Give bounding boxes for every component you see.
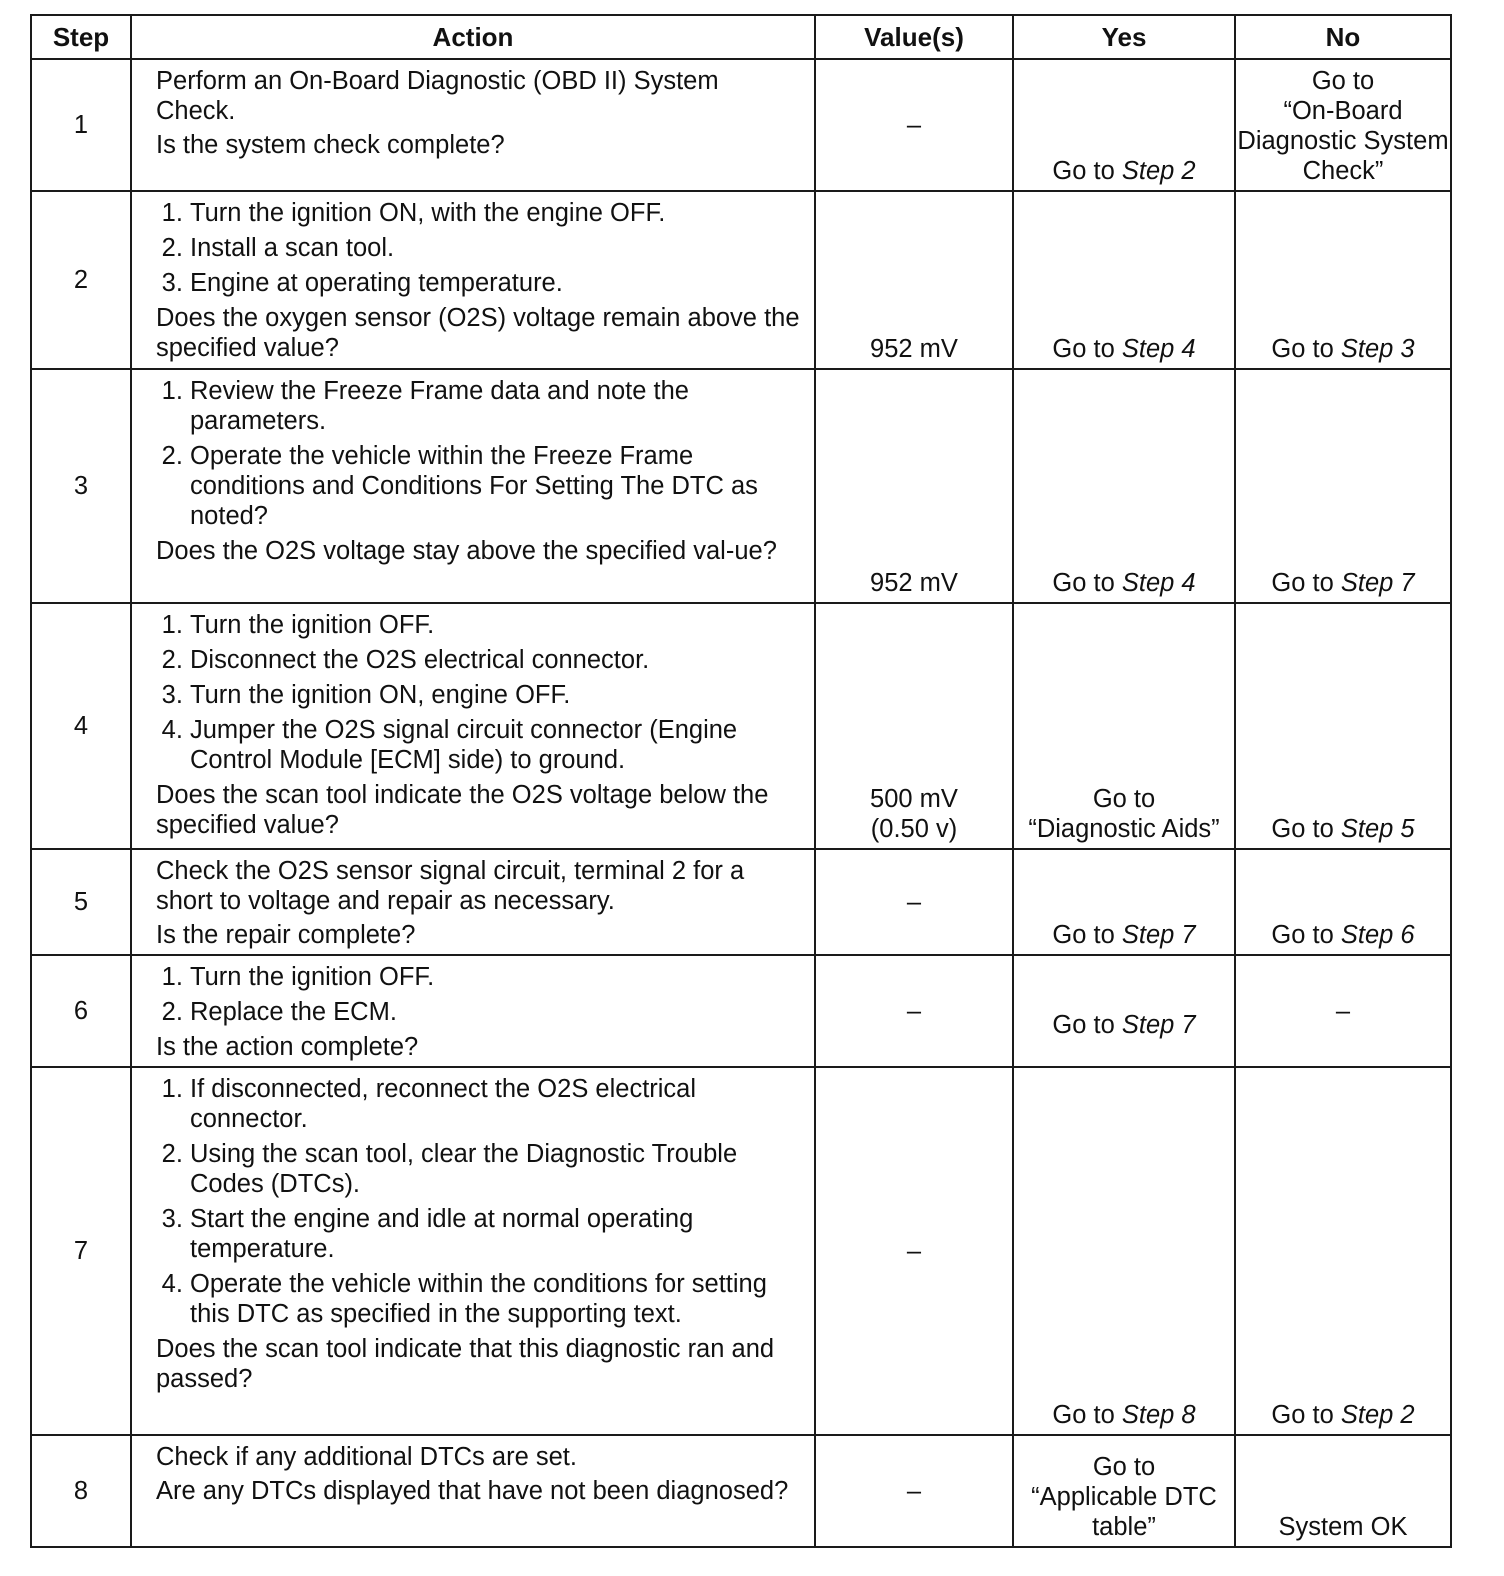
table-row bbox=[31, 369, 1451, 603]
action-question: Does the oxygen sensor (O2S) voltage remain above the specified value? bbox=[156, 304, 800, 362]
header-row bbox=[31, 15, 1451, 59]
table-row bbox=[31, 955, 1451, 1067]
action-question: Is the system check complete? bbox=[156, 131, 505, 159]
no-cell bbox=[1235, 1067, 1451, 1435]
header-yes: Yes bbox=[1013, 15, 1235, 59]
header-step: Step bbox=[31, 15, 131, 59]
table-row bbox=[31, 1435, 1451, 1547]
value-line1: 500 mV bbox=[870, 785, 958, 813]
action-cell bbox=[131, 369, 815, 603]
header-values: Value(s) bbox=[815, 15, 1013, 59]
yes-cell bbox=[1013, 191, 1235, 369]
action-steps bbox=[156, 962, 804, 1027]
no-step-ref: Step 7 bbox=[1340, 569, 1415, 597]
step-number: 2 bbox=[31, 191, 131, 369]
header-no: No bbox=[1235, 15, 1451, 59]
yes-step-ref: Step 7 bbox=[1121, 1011, 1196, 1039]
action-steps bbox=[156, 198, 804, 298]
action-question: Does the scan tool indicate that this diagnostic ran and passed? bbox=[156, 1335, 775, 1393]
header-action: Action bbox=[131, 15, 815, 59]
yes-cell bbox=[1013, 849, 1235, 955]
action-text: Check the O2S sensor signal circuit, terminal 2 for a short to voltage and repair as necessary. bbox=[156, 857, 745, 915]
action-step: 2. Operate the vehicle within the Freeze Frame conditions and Conditions For Setting The DTC as noted? bbox=[190, 441, 804, 531]
yes-step-ref: Step 8 bbox=[1121, 1401, 1196, 1429]
action-cell bbox=[131, 849, 815, 955]
action-step: 4. Jumper the O2S signal circuit connector (Engine Control Module [ECM] side) to ground. bbox=[190, 715, 804, 775]
no-cell bbox=[1235, 191, 1451, 369]
yes-step-ref: Step 4 bbox=[1121, 335, 1196, 363]
action-question: Are any DTCs displayed that have not been diagnosed? bbox=[156, 1477, 789, 1505]
table-row bbox=[31, 849, 1451, 955]
no-step-ref: Step 5 bbox=[1340, 815, 1415, 843]
action-step: 4. Operate the vehicle within the conditions for setting this DTC as specified in the supporting text. bbox=[190, 1269, 804, 1329]
action-question: Does the O2S voltage stay above the specified val-ue? bbox=[156, 537, 777, 565]
action-question: Is the repair complete? bbox=[156, 921, 416, 949]
action-step: 1. Review the Freeze Frame data and note the parameters. bbox=[190, 376, 804, 436]
no-cell: – bbox=[1235, 955, 1451, 1067]
action-cell bbox=[131, 603, 815, 849]
step-number: 6 bbox=[31, 955, 131, 1067]
yes-prefix: Go to bbox=[1052, 1401, 1122, 1429]
yes-step-ref: Step 2 bbox=[1121, 157, 1196, 185]
value-cell bbox=[815, 603, 1013, 849]
no-cell bbox=[1235, 603, 1451, 849]
action-step: 2. Install a scan tool. bbox=[190, 233, 804, 263]
yes-prefix: Go to bbox=[1052, 569, 1122, 597]
action-cell bbox=[131, 955, 815, 1067]
no-cell bbox=[1235, 59, 1451, 191]
yes-line1: Go to bbox=[1092, 785, 1156, 813]
yes-cell bbox=[1013, 955, 1235, 1067]
step-number: 7 bbox=[31, 1067, 131, 1435]
action-step: 3. Engine at operating temperature. bbox=[190, 268, 804, 298]
action-step: 3. Turn the ignition ON, engine OFF. bbox=[190, 680, 804, 710]
yes-cell bbox=[1013, 1435, 1235, 1547]
action-step: 3. Start the engine and idle at normal operating temperature. bbox=[190, 1204, 804, 1264]
no-cell bbox=[1235, 369, 1451, 603]
action-step: 2. Replace the ECM. bbox=[190, 997, 804, 1027]
yes-prefix: Go to bbox=[1052, 335, 1122, 363]
value-cell: – bbox=[815, 1435, 1013, 1547]
yes-step-ref: Step 7 bbox=[1121, 921, 1196, 949]
no-step-ref: Step 2 bbox=[1340, 1401, 1415, 1429]
yes-prefix: Go to bbox=[1052, 157, 1122, 185]
yes-prefix: Go to bbox=[1052, 1011, 1122, 1039]
value-cell: – bbox=[815, 59, 1013, 191]
table-row bbox=[31, 603, 1451, 849]
yes-cell bbox=[1013, 369, 1235, 603]
no-cell bbox=[1235, 849, 1451, 955]
action-step: 1. Turn the ignition OFF. bbox=[190, 962, 804, 992]
table-row bbox=[31, 1067, 1451, 1435]
step-number: 5 bbox=[31, 849, 131, 955]
diagnostic-table bbox=[30, 14, 1452, 1548]
action-steps bbox=[156, 1074, 804, 1329]
yes-cell bbox=[1013, 1067, 1235, 1435]
value-cell: 952 mV bbox=[815, 191, 1013, 369]
action-cell bbox=[131, 59, 815, 191]
yes-cell bbox=[1013, 59, 1235, 191]
step-number: 1 bbox=[31, 59, 131, 191]
action-cell bbox=[131, 1067, 815, 1435]
action-text: Check if any additional DTCs are set. bbox=[156, 1443, 577, 1471]
no-step-ref: Step 3 bbox=[1340, 335, 1415, 363]
yes-cell bbox=[1013, 603, 1235, 849]
action-steps bbox=[156, 610, 804, 775]
no-cell: System OK bbox=[1235, 1435, 1451, 1547]
value-cell: – bbox=[815, 849, 1013, 955]
no-prefix: Go to bbox=[1271, 335, 1341, 363]
action-step: 2. Using the scan tool, clear the Diagnostic Trouble Codes (DTCs). bbox=[190, 1139, 804, 1199]
value-cell: – bbox=[815, 955, 1013, 1067]
no-prefix: Go to bbox=[1271, 921, 1341, 949]
step-number: 3 bbox=[31, 369, 131, 603]
action-step: 2. Disconnect the O2S electrical connector. bbox=[190, 645, 804, 675]
no-prefix: Go to bbox=[1271, 1401, 1341, 1429]
yes-line2: “Applicable DTC table” bbox=[1031, 1483, 1217, 1541]
no-prefix: Go to bbox=[1271, 815, 1341, 843]
value-cell: 952 mV bbox=[815, 369, 1013, 603]
no-step-ref: Step 6 bbox=[1340, 921, 1415, 949]
action-steps bbox=[156, 376, 804, 531]
table-row bbox=[31, 191, 1451, 369]
no-prefix: Go to bbox=[1271, 569, 1341, 597]
yes-line2: “Diagnostic Aids” bbox=[1028, 815, 1220, 843]
no-line1: Go to bbox=[1311, 67, 1375, 95]
yes-prefix: Go to bbox=[1052, 921, 1122, 949]
action-text: Perform an On-Board Diagnostic (OBD II) System Check. bbox=[156, 67, 719, 125]
value-cell: – bbox=[815, 1067, 1013, 1435]
action-cell bbox=[131, 1435, 815, 1547]
step-number: 8 bbox=[31, 1435, 131, 1547]
action-question: Is the action complete? bbox=[156, 1033, 419, 1061]
table-row bbox=[31, 59, 1451, 191]
action-cell bbox=[131, 191, 815, 369]
no-line2: “On-Board Diagnostic System Check” bbox=[1237, 97, 1449, 185]
action-question: Does the scan tool indicate the O2S voltage below the specified value? bbox=[156, 781, 769, 839]
action-step: 1. If disconnected, reconnect the O2S electrical connector. bbox=[190, 1074, 804, 1134]
value-line2: (0.50 v) bbox=[870, 815, 958, 843]
yes-step-ref: Step 4 bbox=[1121, 569, 1196, 597]
action-step: 1. Turn the ignition ON, with the engine OFF. bbox=[190, 198, 804, 228]
step-number: 4 bbox=[31, 603, 131, 849]
yes-line1: Go to bbox=[1092, 1453, 1156, 1481]
action-step: 1. Turn the ignition OFF. bbox=[190, 610, 804, 640]
